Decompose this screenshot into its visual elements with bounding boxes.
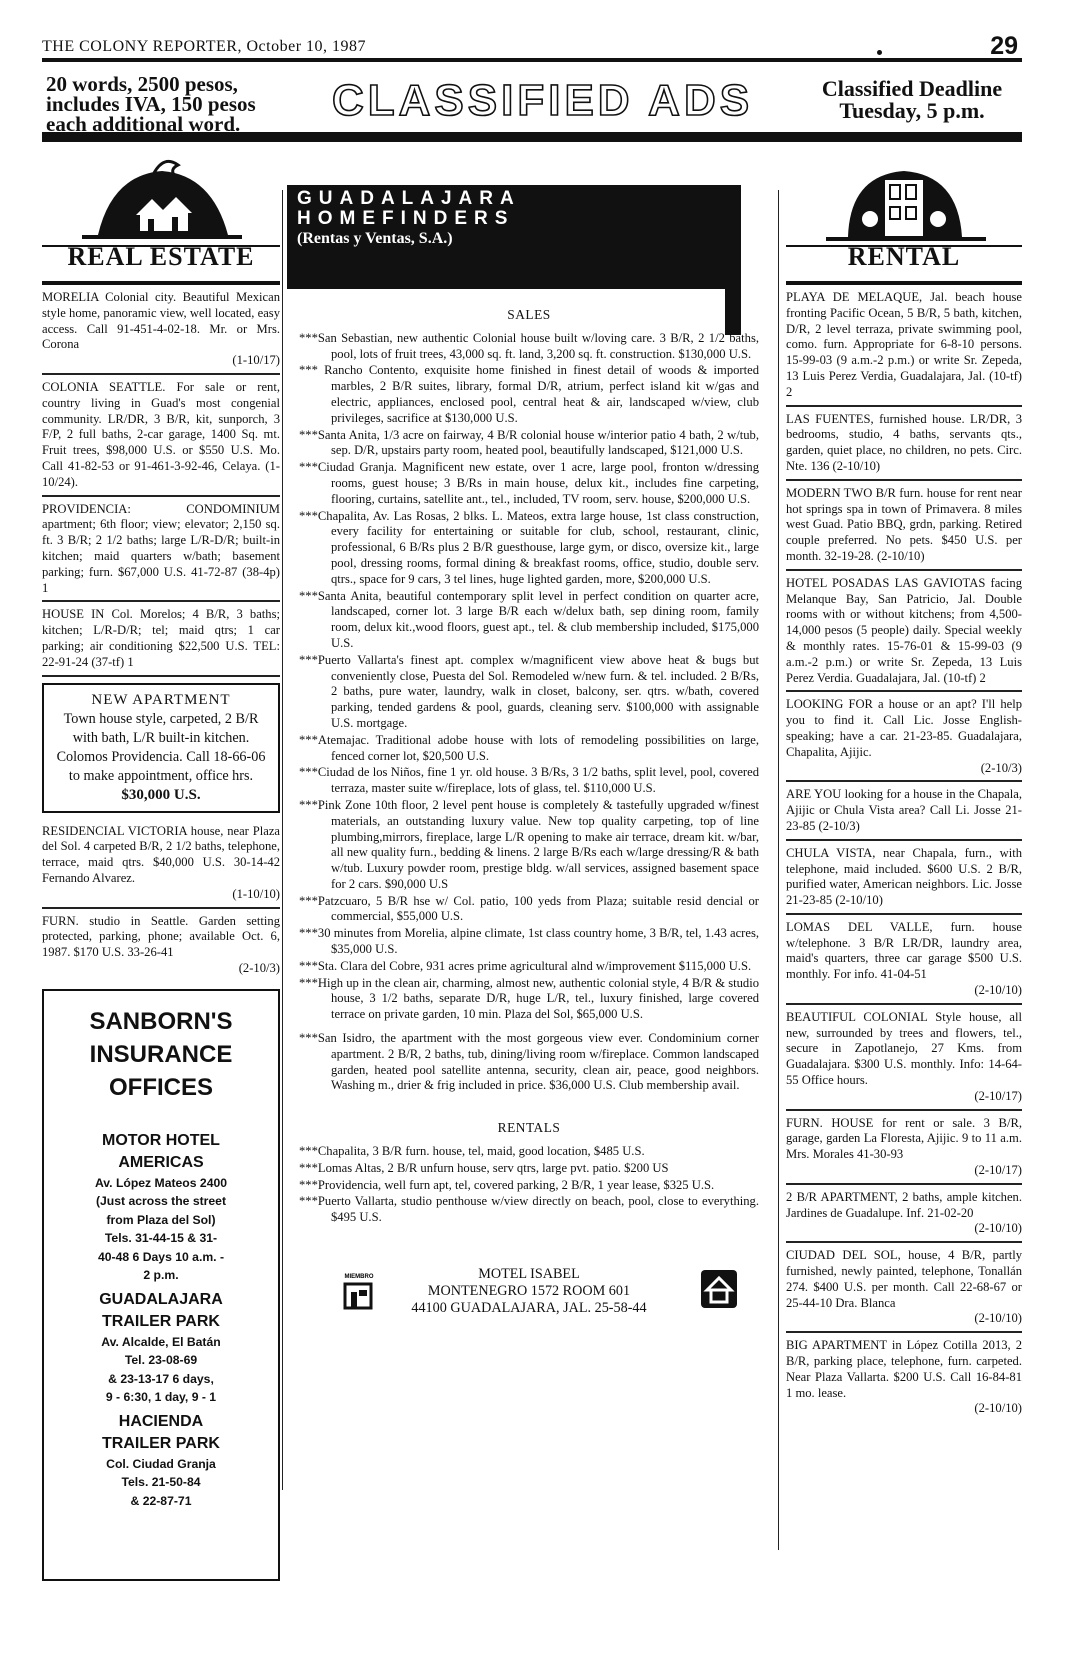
sanborns-insurance-ad xyxy=(42,989,280,1581)
classified-ad xyxy=(786,782,1022,840)
new-apartment-ad xyxy=(42,683,280,813)
ad-ref: (2-10/10) xyxy=(974,1311,1022,1326)
ad-text: CIUDAD DEL SOL, house, 4 B/R, partly furnished, newly painted, telephone, Tonallán 274. $400 U.S. per month. Call 22-68-67 or 25-44-10 Dra. Blanca xyxy=(786,1248,1022,1310)
rates-line: 20 words, 2500 pesos, xyxy=(46,72,238,96)
house-badge-icon xyxy=(699,1268,739,1310)
ad-text: CHULA VISTA, near Chapala, furn., with telephone, maid included. $600 U.S. 2 B/R, purified water, American neighbors. Lic. Josse 21-23-85 (2-10/10) xyxy=(786,845,1022,908)
sales-listing: ***San Isidro, the apartment with the most gorgeous view ever. Condominium corner apartment. 2 B/R, 2 baths, tub, dining/living room w/fireplace. Common landscaped garden, heated pool satellite antenna, security, clean air, peace, good neighbors. Washing m., drier & frig included in price. $36,000 U.S. Club membership avail. xyxy=(299,1031,759,1093)
sales-listing: ***Santa Anita, beautiful contemporary split level in perfect condition on quarter acre, landscaped, corner lot. 3 large B/R each w/delux bath, sep dining room, family room, delux kit.,wood floors, guest apt., tel. & club membership included, $175,000 U.S. xyxy=(299,588,759,650)
ad-text: FURN. HOUSE for rent or sale. 3 B/R, garage, garden La Floresta, Ajijic. 9 to 11 a.m. Mrs. Morales 41-30-93 xyxy=(786,1115,1022,1162)
insurance-detail: from Plaza del Sol) xyxy=(106,1212,216,1227)
deadline-line: Classified Deadline xyxy=(821,76,1003,101)
boxed-ad-price: $30,000 U.S. xyxy=(121,786,201,803)
ad-text: HOTEL POSADAS LAS GAVIOTAS facing Melanque Bay, San Patricio, Jal. Double rooms with or without kitchens; from 4,500-14,000 pesos (5 people) daily. Special weekly & monthly rates. 15-76-01 & 15-99-03 (9 a.m.-2 p.m.) or write Sr. Zepeda, 13 Luis Perez Verdia. Guadalajara, Jal. (10-tf) 2 xyxy=(786,575,1022,685)
deadline-line: Tuesday, 5 p.m. xyxy=(839,98,985,123)
sales-heading: SALES xyxy=(507,307,551,322)
ad-text: RESIDENCIAL VICTORIA house, near Plaza del Sol. 4 carpeted B/R, 2 1/2 baths, telephone, terrace, maid qtrs. $40,000 U.S. 30-14-42 Fernando Alvarez. xyxy=(42,823,280,885)
ad-text: PLAYA DE MELAQUE, Jal. beach house fronting Pacific Ocean, 5 B/R, 5 bath, kitchen, D/R, 2 level terraza, private swimming pool, como. furn. Appropriate for 6-8-10 persons. 15-99-03 (9 a.m.-2 p.m.) or write Sr. Zepeda, 13 Luis Perez Verdia, Guadalajara, Jal. (10-tf) 2 xyxy=(786,290,1022,399)
sales-listing: ***San Sebastian, new authentic Colonial house built w/loving care. 3 B/R, 2 1/2 baths, pool, lots of fruit trees, 43,000 sq. ft. land, 3,200 sq. ft. construction. $130,000 U.S. xyxy=(299,330,759,361)
member-label: MIEMBRO xyxy=(344,1274,374,1281)
masthead-dot xyxy=(877,50,882,55)
classified-ad xyxy=(786,915,1022,1005)
boxed-ad-body: Town house style, carpeted, 2 B/R with bath, L/R built-in kitchen. Colomos Providencia. Call 18-66-06 to make appointment, office hrs. xyxy=(56,710,266,784)
ad-text: MORELIA Colonial city. Beautiful Mexican style home, panoramic view, well located, easy access. Call 91-451-4-02-18. Mr. or Mrs. Corona xyxy=(42,290,280,352)
arched-house-icon xyxy=(786,155,1022,245)
rates-line: includes IVA, 150 pesos xyxy=(46,92,256,116)
rates-info xyxy=(46,74,256,134)
insurance-detail: & 23-13-17 6 days, xyxy=(108,1371,214,1386)
deadline-info xyxy=(812,78,1012,122)
newspaper-title: THE COLONY REPORTER, October 10, 1987 xyxy=(42,38,367,55)
classified-ad xyxy=(786,1005,1022,1111)
classified-ad xyxy=(786,407,1022,481)
sales-listing: ***Ciudad Granja. Magnificent new estate, over 1 acre, large pool, fronton w/dressing rooms, guest house; 3 B/Rs in main house, delux kit., includes fine carpeting, flooring, curtains, satellite ant., tel., included, TV room, serv. house, $200,000 U.S. xyxy=(299,460,759,506)
classified-ad xyxy=(786,285,1022,407)
masthead xyxy=(42,32,1022,62)
boxed-ad-heading: NEW APARTMENT xyxy=(91,691,231,708)
insurance-title-line: INSURANCE xyxy=(89,1040,233,1068)
homefinders-contact xyxy=(299,1266,759,1326)
sales-listing: ***Atemajac. Traditional adobe house with lots of remodeling possibilities on large, fenced corner lot, $20,500 U.S. xyxy=(299,732,759,763)
rates-line: each additional word. xyxy=(46,112,241,136)
rental-listing: ***Providencia, well furn apt, tel, covered parking, 2 B/R, 1 year lease, $325 U.S. xyxy=(299,1177,715,1192)
ad-text: BEAUTIFUL COLONIAL Style house, all new, surrounded by trees and flowers, tel., secure in Zapotlanejo, 27 Kms. from Guadalajara. $300 U.S. monthly. Info: 14-64-55 Office hours. xyxy=(786,1009,1022,1088)
classified-ad xyxy=(786,1333,1022,1421)
column-divider xyxy=(282,190,283,1490)
classified-banner xyxy=(42,70,1022,142)
insurance-detail: Col. Ciudad Granja xyxy=(106,1456,216,1471)
insurance-detail: Av. López Mateos 2400 xyxy=(94,1175,228,1190)
sales-listing: ***Chapalita, Av. Las Rosas, 2 blks. L. Mateos, extra large house, 1st class construction, every facility for entertaining or suitable for club, school, restaurant, clinic, professional, 6 B/Rs plus 2 B/R guesthouse, large gym, or disco, oversize kit., large pool, dressing rooms, formal dining & breakfast rooms, office, studio, double serv. qtrs., space for 9 cars, 3 tel lines, huge lighted garden, more, $200,000 U.S. xyxy=(299,508,759,586)
ad-ref: (2-10/17) xyxy=(974,1088,1022,1103)
insurance-detail: 40-48 6 Days 10 a.m. - xyxy=(97,1249,225,1264)
sales-listing: ***Puerto Vallarta's finest apt. complex w/magnificent view above heat & bugs but conveniently close, Puesta del Sol. Remodeled w/new furn. & tel. included. 2 B/Rs, 2 baths, pure water, laundry, walk in closet, balcony, ser. qtrs. w/bath, covered parking, tended gardens & pool, guards, cleaning serv. $100,000 with assignable U.S. mortgage. xyxy=(299,652,759,730)
insurance-location-title: MOTOR HOTEL xyxy=(102,1131,220,1149)
classified-ad xyxy=(786,571,1022,693)
rental-listing: ***Chapalita, 3 B/R furn. house, tel, maid, good location, $485 U.S. xyxy=(299,1144,645,1159)
ad-ref: (2-10/3) xyxy=(238,960,280,975)
classified-ad xyxy=(786,1111,1022,1185)
contact-line: MOTEL ISABEL xyxy=(478,1266,580,1283)
ad-text: LOOKING FOR a house or an apt? I'll help you to find it. Call Lic. Josse English-speaking; have a car. 21-23-85. Guadalajara, Chapalita, Ajijic. xyxy=(786,697,1022,759)
insurance-detail: 9 - 6:30, 1 day, 9 - 1 xyxy=(105,1390,217,1405)
ad-ref: (2-10/17) xyxy=(974,1163,1022,1178)
insurance-title-line: SANBORN'S xyxy=(89,1007,233,1035)
sales-listing: ***Pink Zone 10th floor, 2 level pent house is completely & tastefully upgraded w/finest materials, an outstanding luxury value. New top quality carpeting, top of line plumbing,mirrors, fireplace, large L/R opening to make air terrace, dream kit. w/bar, all new quality furn., bedding & linens. 2 large B/Rs each w/large dressing/R & bath w/tub. Luxury powder room, prestige bldg. w/all services, assigned basement space for 2 cars. $90,000 U.S xyxy=(299,797,759,891)
real-estate-heading: REAL ESTATE xyxy=(42,245,280,285)
ad-ref: (1-10/17) xyxy=(232,353,280,368)
insurance-location-title: AMERICAS xyxy=(118,1153,204,1171)
page-number: 29 xyxy=(990,32,1018,60)
classified-ad xyxy=(42,909,280,981)
sales-listing: ***Sta. Clara del Cobre, 931 acres prime agricultural alnd w/improvement $115,000 U.S. xyxy=(299,958,752,973)
insurance-detail: (Just across the street xyxy=(95,1194,227,1209)
classified-ad xyxy=(786,692,1022,782)
insurance-detail: & 22-87-71 xyxy=(130,1493,192,1508)
classified-ads-title: CLASSIFIED ADS xyxy=(332,76,754,125)
insurance-detail: 2 p.m. xyxy=(143,1268,179,1283)
rentals-heading: RENTALS xyxy=(497,1120,561,1136)
contact-line: MONTENEGRO 1572 ROOM 601 xyxy=(427,1283,631,1300)
contact-line: 44100 GUADALAJARA, JAL. 25-58-44 xyxy=(411,1300,647,1317)
rental-listing: ***Puerto Vallarta, studio penthouse w/view directly on beach, pool, close to everything. $495 U.S. xyxy=(299,1194,759,1225)
classified-ad xyxy=(42,285,280,375)
ad-text: COLONIA SEATTLE. For sale or rent, country living in Guad's most congenial community. LR/DR, 3 B/R, kit, sunporch, 3 F/P, 2 full baths, 2-car garage, 1400 Sq. mt. Fruit trees, $98,000 U.S. or $550 U.S. Mo. Call 41-82-53 or 91-461-3-92-46, Celaya. (1-10/24). xyxy=(42,379,280,489)
homefinders-body xyxy=(287,289,765,1326)
sales-listing: ***Ciudad de los Niños, fine 1 yr. old house. 3 B/Rs, 3 1/2 baths, split level, pool, covered terraza, master suite w/fireplace, lots of glass, tel. $110,000 U.S. xyxy=(299,765,759,796)
sales-listing: ***Santa Anita, 1/3 acre on fairway, 4 B/R colonial house w/interior patio 4 bath, 2 w/tub, sep. D/R, upstairs party room, heated pool, beautifully landscaped, $121,000 U.S. xyxy=(299,427,759,458)
sales-listing: *** Rancho Contento, exquisite home finished in finest detail of woods & imported marbles, 2 B/R suites, library, formal D/R, atrium, perfect island kit w/gas and electric, appliances, enclosed pool, central heat & air, landscaped w/view, club privileges, sacrifice at $130,000 U.S. xyxy=(299,363,759,425)
rental-heading: RENTAL xyxy=(786,245,1022,285)
real-estate-column xyxy=(42,155,280,1581)
ad-ref: (2-10/10) xyxy=(974,983,1022,998)
insurance-location-title: HACIENDA xyxy=(118,1412,204,1430)
ad-text: LAS FUENTES, furnished house. LR/DR, 3 bedrooms, studio, 4 baths, servants qts., garden, quiet place, no children, no pets. Circ. Nte. 136 (2-10/10) xyxy=(786,411,1022,473)
insurance-location-title: GUADALAJARA xyxy=(99,1290,223,1308)
homefinders-subtitle: (Rentas y Ventas, S.A.) xyxy=(297,230,453,247)
ad-ref: (2-10/10) xyxy=(974,1221,1022,1236)
ad-text: LOMAS DEL VALLE, furn. house w/telephone. 3 B/R LR/DR, laundry area, maid's quarters, three car garage $500 U.S. monthly. For info. 41-04-51 xyxy=(786,919,1022,982)
ad-ref: (1-10/10) xyxy=(232,886,280,901)
insurance-title-line: OFFICES xyxy=(108,1073,213,1101)
ad-text: ARE YOU looking for a house in the Chapala, Ajijic or Chula Vista area? Call Li. Josse 21-23-85 (2-10/3) xyxy=(786,787,1022,833)
classified-ad xyxy=(786,841,1022,915)
ad-text: 2 B/R APARTMENT, 2 baths, ample kitchen. Jardines de Guadalupe. Inf. 21-02-20 xyxy=(786,1189,1022,1220)
classified-ad xyxy=(42,602,280,676)
homefinders-column xyxy=(287,155,765,1326)
homefinders-title-line: GUADALAJARA xyxy=(297,188,521,209)
member-emblem-icon xyxy=(339,1270,379,1310)
insurance-location-title: TRAILER PARK xyxy=(102,1312,220,1330)
house-village-icon xyxy=(42,155,280,245)
ad-ref: (2-10/10) xyxy=(974,1401,1022,1416)
classified-ad xyxy=(786,1243,1022,1333)
ad-ref: (2-10/3) xyxy=(980,760,1022,775)
sales-listing: ***30 minutes from Morelia, alpine climate, 1st class country home, 3 B/R, tel, 1.43 acres, $35,000 U.S. xyxy=(299,926,759,957)
insurance-detail: Av. Alcalde, El Batán xyxy=(101,1334,221,1349)
insurance-detail: Tel. 23-08-69 xyxy=(124,1353,198,1368)
ad-text: FURN. studio in Seattle. Garden setting protected, parking, phone; available Oct. 6, 1987. $170 U.S. 33-26-41 xyxy=(42,913,280,960)
column-divider xyxy=(778,190,779,1550)
ad-text: HOUSE IN Col. Morelos; 4 B/R, 3 baths; kitchen; L/R-D/R; tel; maid qtrs; 1 car parking; air conditioning $22,500 U.S. TEL: 22-91-24 (37-tf) 1 xyxy=(42,607,280,669)
homefinders-title-line: HOMEFINDERS xyxy=(297,208,515,229)
insurance-detail: Tels. 21-50-84 xyxy=(121,1475,201,1490)
homefinders-header xyxy=(287,185,727,289)
sales-listing: ***High up in the clean air, charming, almost new, authentic colonial style, 4 B/R & studio house, 3 1/2 baths, separate D/R, huge L/R, tel., luxury finished, large covered terrace on private garden, 10 min. Plaza del Sol, $65,000 U.S. xyxy=(299,975,760,1022)
sales-listing: ***Patzcuaro, 5 B/R hse w/ Col. patio, 100 yeds from Plaza; suitable resid dencial or commercial, $55,000 U.S. xyxy=(299,893,759,924)
ad-text: PROVIDENCIA: CONDOMINIUM apartment; 6th floor; view; elevator; 2,150 sq. ft. 3 B/R; 2 1/2 baths; large L/R-D/R; built-in kitchen; maid quarters w/bath; basement parking; furn. $67,000 U.S. 41-72-87 (38-4p) 1 xyxy=(42,501,280,595)
classified-ad xyxy=(786,1185,1022,1243)
ad-text: MODERN TWO B/R furn. house for rent near hot springs spa in town of Primavera. 8 miles west Guad. Patio BBQ, grdn, parking. Retired couple preferred. No pets. $450 U.S. per month. 32-19-28. (2-10/10) xyxy=(786,485,1022,563)
classified-ad xyxy=(42,497,280,603)
rental-listing: ***Lomas Altas, 2 B/R unfurn house, serv qtrs, large pvt. patio. $200 US xyxy=(299,1160,669,1175)
rental-column xyxy=(786,155,1022,1421)
classified-ad xyxy=(42,375,280,497)
insurance-location-title: TRAILER PARK xyxy=(102,1434,220,1452)
classified-ad xyxy=(786,481,1022,571)
classified-ad xyxy=(42,819,280,909)
ad-text: BIG APARTMENT in López Cotilla 2013, 2 B/R, parking place, telephone, furn. carpeted. Near Plaza Vallarta. $200 U.S. Call 16-84-81 1 mo. lease. xyxy=(786,1338,1022,1400)
insurance-detail: Tels. 31-44-15 & 31- xyxy=(104,1231,218,1246)
